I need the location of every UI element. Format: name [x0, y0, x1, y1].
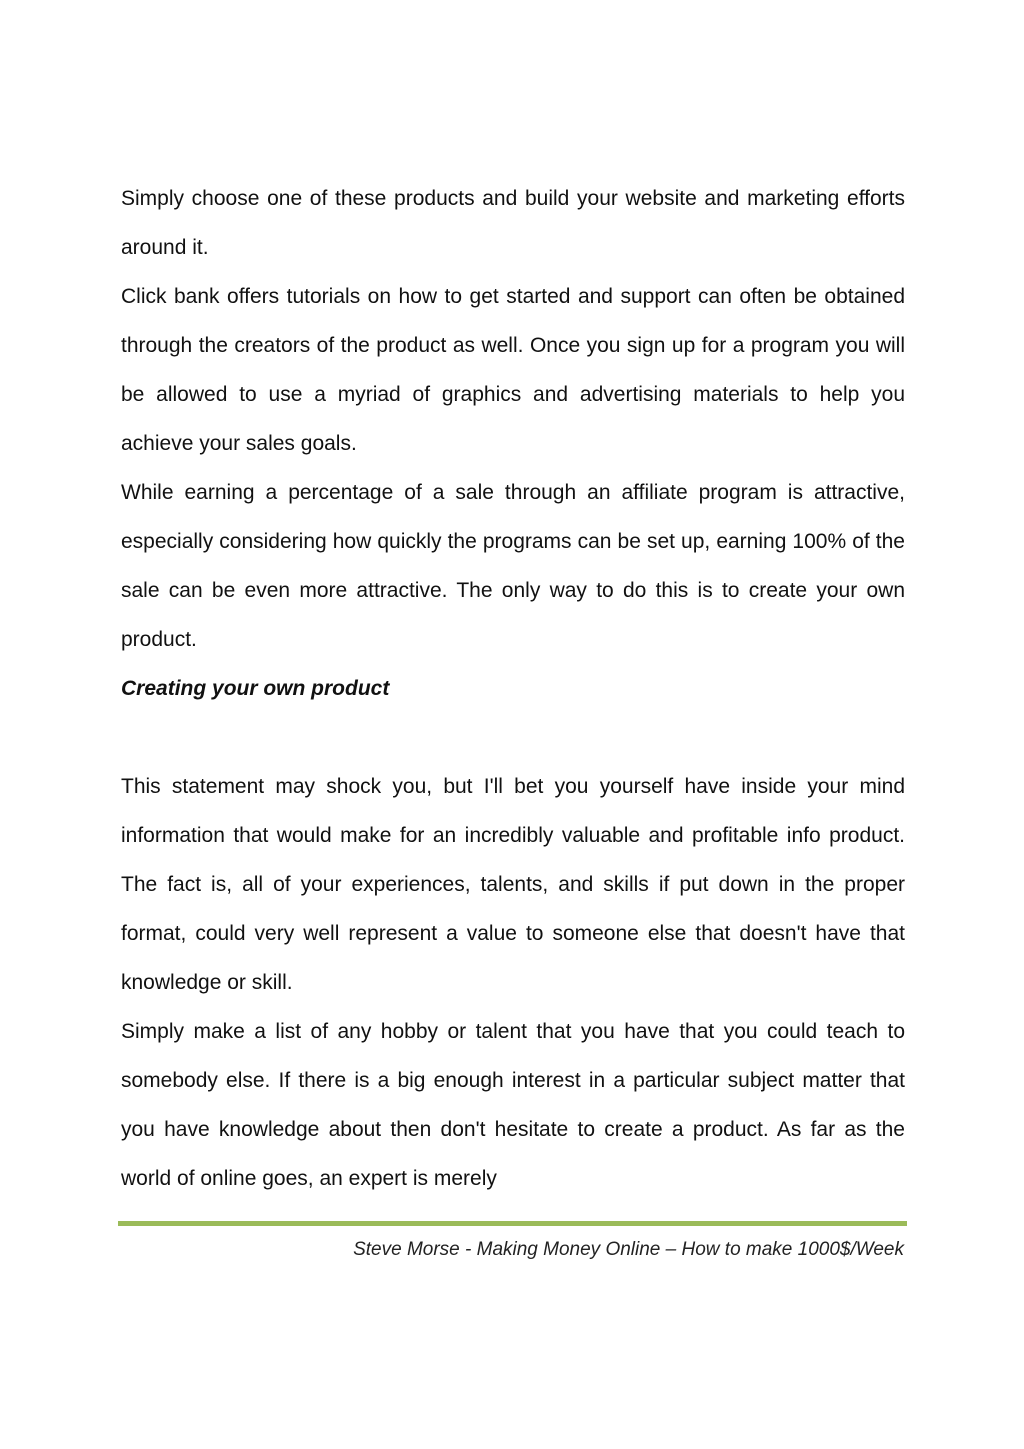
paragraph-5: Simply make a list of any hobby or talent that you have that you could teach to somebody else. If there is a big enough interest in a particular subject matter that you have knowledge about then don't hesitate to create a product. As far as the world of online goes, an expert is merely	[121, 1020, 905, 1190]
page-body	[121, 174, 905, 1203]
paragraph-2: Click bank offers tutorials on how to get started and support can often be obtained through the creators of the product as well. Once you sign up for a program you will be allowed to use a myriad of graphics and advertising materials to help you achieve your sales goals.	[121, 285, 905, 455]
footer-text: Steve Morse - Making Money Online – How to make 1000$/Week	[353, 1239, 904, 1260]
paragraph-1: Simply choose one of these products and build your website and marketing efforts around it.	[121, 187, 905, 259]
section-spacer	[121, 713, 905, 762]
paragraph-4: This statement may shock you, but I'll bet you yourself have inside your mind information that would make for an incredibly valuable and profitable info product. The fact is, all of your experiences, talents, and skills if put down in the proper format, could very well represent a value to someone else that doesn't have that knowledge or skill.	[121, 775, 905, 994]
paragraph-3: While earning a percentage of a sale through an affiliate program is attractive, especially considering how quickly the programs can be set up, earning 100% of the sale can be even more attractive. The only way to do this is to create your own product.	[121, 481, 905, 651]
section-heading: Creating your own product	[121, 677, 390, 700]
footer-divider	[118, 1221, 907, 1226]
